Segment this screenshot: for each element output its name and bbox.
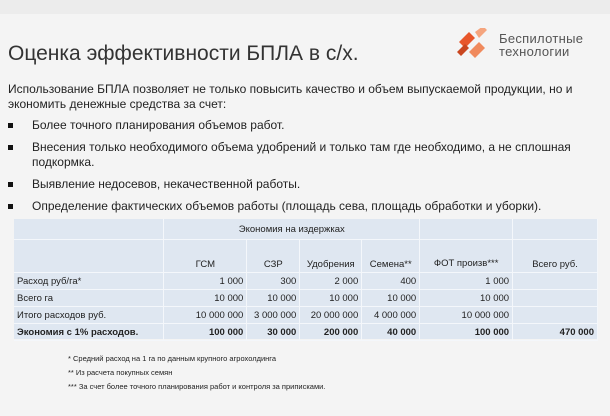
bullet-list [8,118,604,221]
table-cell: 10 000 000 [420,307,513,324]
bullet-item [8,118,604,133]
footnote: *** За счет более точного планирования работ и контроля за приписками. [68,382,326,391]
table-row [14,290,598,307]
bullet-item [8,140,604,170]
column-header: Всего руб. [513,240,598,273]
table-cell: 300 [247,273,300,290]
top-band [0,0,610,14]
bullet-icon [8,145,13,150]
table-cell: 10 000 [300,290,362,307]
bullet-item [8,199,604,214]
table-cell: 1 000 [420,273,513,290]
row-label: Всего га [14,290,164,307]
table-cell: 1 000 [164,273,247,290]
row-label: Итого расходов руб. [14,307,164,324]
table-cell: 200 000 [300,324,362,341]
footnote: * Средний расход на 1 га по данным крупного агрохолдинга [68,354,277,363]
table-header-row [14,240,598,273]
table-row [14,307,598,324]
slide-title: Оценка эффективности БПЛА в с/х. [8,42,359,65]
table-cell: 10 000 [420,290,513,307]
logo-text [499,32,583,58]
bullet-item [8,177,604,192]
table-cell: 10 000 [362,290,420,307]
logo-line2: технологии [499,44,570,59]
table-cell: 10 000 [164,290,247,307]
table-row-total [14,324,598,341]
column-header: ФОТ произв*** [420,240,513,273]
table-cell [513,273,598,290]
column-header: СЗР [247,240,300,273]
column-header: Семена** [362,240,420,273]
table-cell: 100 000 [420,324,513,341]
table-cell: 100 000 [164,324,247,341]
footnote: ** Из расчета покупных семян [68,368,173,377]
table-cell [513,290,598,307]
table-row [14,273,598,290]
footnotes [68,352,325,394]
table-cell: 400 [362,273,420,290]
bullet-text: Внесения только необходимого объема удобрений и только там где необходимо, а не сплошная подкормка. [32,140,571,169]
logo-line1: Беспилотные [499,31,584,46]
savings-table-container [14,219,598,339]
table-group-header-row [14,219,598,240]
savings-table [14,219,598,341]
column-header: Удобрения [300,240,362,273]
bullet-icon [8,204,13,209]
table-cell: 2 000 [300,273,362,290]
orange-chevron-logo-icon [455,28,491,64]
bullet-text: Более точного планирования объемов работ. [32,118,285,132]
bullet-icon [8,182,13,187]
table-cell: 4 000 000 [362,307,420,324]
table-cell: 10 000 [247,290,300,307]
row-label: Расход руб/га* [14,273,164,290]
table-cell: 3 000 000 [247,307,300,324]
table-cell: 20 000 000 [300,307,362,324]
table-cell: 10 000 000 [164,307,247,324]
table-cell: 30 000 [247,324,300,341]
column-header: ГСМ [164,240,247,273]
row-label: Экономия с 1% расходов. [14,324,164,341]
company-logo [455,28,605,66]
table-cell [513,307,598,324]
group-header: Экономия на издержках [164,219,420,240]
bullet-icon [8,123,13,128]
intro-paragraph: Использование БПЛА позволяет не только повысить качество и объем выпускаемой продукции, но и экономить денежные средства за счет: [8,82,573,111]
table-cell-total: 470 000 [513,324,598,341]
bullet-text: Определение фактических объемов работы (площадь сева, площадь обработки и уборки). [32,199,542,213]
table-cell: 40 000 [362,324,420,341]
bullet-text: Выявление недосевов, некачественной работы. [32,177,301,191]
